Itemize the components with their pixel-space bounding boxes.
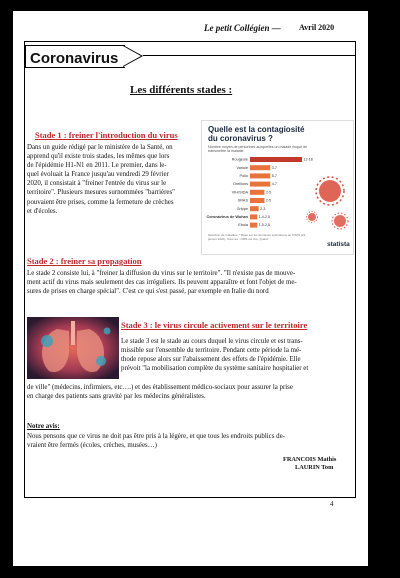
virus-icon	[332, 213, 348, 229]
infographic-bar-value: 4-7	[271, 182, 277, 187]
title-banner	[25, 45, 125, 68]
newspaper-title: Le petit Collégien —	[204, 23, 281, 33]
infographic-bar	[250, 214, 257, 219]
stage3-line: thode repose alors sur l'abaissement des effets de l'épidémie. Elle	[121, 356, 301, 364]
stage3-line: prévoit "la mobilisation complète du système sanitaire hospitalier et	[121, 365, 309, 373]
contagion-infographic	[201, 120, 354, 255]
opinion-line: vraient être fermés (écoles, crèches, musées…)	[27, 442, 157, 450]
infographic-bar-value: 1,4-2,5	[258, 215, 270, 219]
infographic-row-label: Grippe	[236, 206, 248, 211]
stage1-line: apprend qu'il existe trois stades, les mêmes que lors	[27, 153, 170, 161]
infographic-row-label: Rougeole	[231, 157, 248, 162]
infographic-bar-value: 1,5-2,5	[258, 223, 270, 228]
infographic-row-label: Coronavirus de Wuhan	[206, 215, 248, 219]
infographic-footnote: Sélection de maladies. * Basé sur les dernières estimations de l'OMS (23 janvier 2020). Sources : OMS via Vox, Quartz	[208, 233, 306, 241]
infographic-bar-value: 2-5	[265, 190, 272, 195]
stage1-text	[27, 143, 197, 216]
stage1-heading: Stade 1 : freiner l'introduction du virus	[35, 130, 178, 140]
issue-date: Avril 2020	[299, 23, 335, 32]
infographic-bar	[250, 165, 270, 170]
opinion-heading: Notre avis:	[27, 422, 60, 430]
stage3-line: Le stade 3 est le stade au cours duquel le virus circule et est trans-	[121, 338, 303, 345]
stage2-line: ment actif du virus mais seulement des cas irréguliers. Ils peuvent apparaître et font l'objet de me-	[27, 279, 297, 287]
infographic-bar-value: 12-18	[303, 157, 313, 162]
banner-rule	[143, 55, 356, 56]
opinion-text	[27, 432, 353, 450]
infographic-bar	[250, 182, 270, 187]
infographic-row-label: Oreillons	[233, 182, 248, 187]
infographic-bar	[250, 173, 270, 178]
infographic-title-line: du coronavirus ?	[208, 134, 273, 143]
infographic-row-label: VIH/SIDA	[231, 190, 248, 195]
article-frame	[24, 41, 356, 498]
virus-icon	[316, 177, 344, 205]
infographic-bar-value: 2-5	[265, 198, 272, 203]
infographic-row-label: Variole	[236, 165, 248, 170]
author-name: FRANCOIS Mathis	[283, 456, 337, 463]
article-title: Coronavirus	[30, 50, 119, 67]
lungs-image	[27, 317, 119, 379]
stage1-line: Dans un guide rédigé par le ministère de la Santé, on	[27, 144, 173, 151]
statista-logo: statista	[327, 241, 350, 248]
stage3-text-short	[121, 337, 353, 373]
stage2-heading: Stade 2 : freiner sa propagation	[27, 256, 142, 266]
stage1-line: de l'épidémie H1-N1 en 2011. Le premier, dans le-	[27, 162, 167, 170]
stage3-heading: Stade 3 : le virus circule activement sur le territoire	[121, 320, 308, 330]
infographic-row-label: Polio	[239, 174, 248, 178]
infographic-bar	[250, 223, 257, 228]
stage3-text-full	[27, 383, 353, 401]
infographic-title-line: Quelle est la contagiosité	[208, 125, 305, 134]
infographic-bar-value: 2-3	[260, 206, 266, 211]
page-number: 4	[330, 500, 334, 508]
stage1-line: 2020, il consistait à "freiner l'entrée du virus sur le	[27, 180, 167, 188]
stage2-text	[27, 269, 353, 296]
stage1-line: pouvaient être prises, comme la fermeture de crèches	[27, 198, 174, 206]
infographic-subtitle: Nombre moyen de personnes auxquelles un malade risque de transmettre la maladie	[208, 145, 308, 154]
infographic-bar	[250, 206, 259, 211]
opinion-line: Nous pensons que ce virus ne doit pas être pris à la légère, et que tous les endroits publics de-	[27, 433, 285, 440]
stage1-line: et d'écoles.	[27, 207, 58, 215]
virus-icon	[307, 212, 318, 223]
infographic-bar	[250, 190, 264, 195]
banner-arrow-inner	[123, 46, 141, 66]
infographic-row-label: Ebola	[238, 223, 248, 228]
infographic-bar	[250, 157, 302, 162]
stage3-line: en charge des patients sans gravité par les médecins généralistes.	[27, 393, 206, 401]
section-subtitle: Les différents stades :	[130, 84, 233, 96]
stage1-line: quel évoluait la France jusqu'au vendredi 29 février	[27, 171, 169, 179]
infographic-bar-value: 3-7	[271, 165, 277, 170]
author-name: LAURIN Tom	[295, 464, 334, 471]
stage1-line: territoire". Plusieurs mesures surnommées "barrières"	[27, 189, 175, 197]
stage2-line: Le stade 2 consiste lui, à "freiner la diffusion du virus sur le territoire". "Il n'existe pas de mouve-	[27, 270, 296, 277]
stage3-line: missible sur l'ensemble du territoire. Pendant cette période la mé-	[121, 347, 302, 355]
infographic-row-label: SRAS	[237, 198, 248, 203]
infographic-bar	[250, 198, 264, 203]
stage3-line: de ville" (médecins, infirmiers, etc….) et des établissement médico-sociaux pour assurer la prise	[27, 384, 293, 391]
stage2-line: sures de prises en charge spécial". C'est ce qui s'est passé, par exemple en Italie du nord	[27, 288, 269, 296]
infographic-bar-value: 5-7	[271, 174, 277, 178]
